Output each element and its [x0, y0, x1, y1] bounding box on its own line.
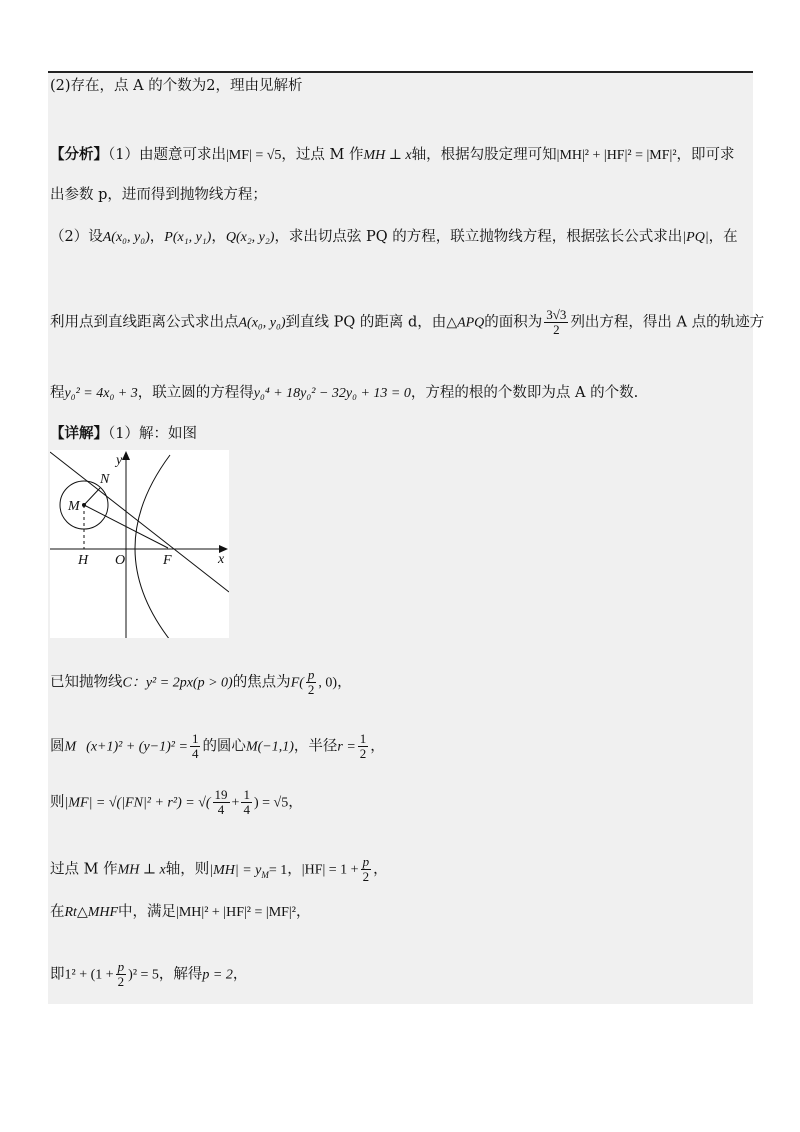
answer-2-line: (2)存在，点 A 的个数为2，理由见解析 [50, 78, 303, 94]
tangent-line-upper [50, 452, 229, 592]
analysis-line-2: 出参数 p，进而得到抛物线方程； [50, 187, 267, 203]
geometry-figure [50, 450, 229, 638]
label-n: N [100, 472, 110, 487]
detail-rt-line: 在Rt△MHF中，满足|MH|² + |HF|² = |MF|²， [50, 904, 311, 920]
y-axis-arrow [122, 451, 130, 460]
label-y: y [116, 453, 123, 468]
analysis-line-1: 【分析】（1）由题意可求出|MF| = √5，过点 M 作MH ⊥ x轴，根据勾股定理可知|MH|² + |HF|² = |MF|²，即可求 [50, 146, 735, 163]
label-x: x [218, 552, 225, 567]
segment-mn [84, 488, 100, 505]
analysis-line-5: 程y₀² = 4x₀ + 3，联立圆的方程得y₀⁴ + 18y₀² − 32y₀ + 13 = 0，方程的根的个数即为点 A 的个数. [50, 385, 639, 401]
detail-circle-line: 圆M (x+1)² + (y−1)² = $\frac{1}{4}$ 的圆心M(−1,1)，半径r = $\frac{1}{2}$ ， [50, 731, 385, 761]
label-o: O [115, 553, 126, 568]
label-f: F [163, 553, 172, 568]
analysis-line-3: （2）设A(x₀, y₀)，P(x₁, y₁)，Q(x₂, y₂)，求出切点弦 PQ 的方程，联立抛物线方程，根据弦长公式求出|PQ|，在 [50, 229, 738, 245]
detail-mf-line: 则|MF| = √(|FN|² + r²) = √( $\frac{19}{4}$ + $\frac{1}{4}$ ) = √5， [50, 787, 303, 817]
detail-equation-line: 即1² + (1 + $\frac{p}{2}$ )² = 5，解得p = 2， [50, 959, 248, 989]
analysis-line-4: 利用点到直线距离公式求出点A(x₀, y₀)到直线 PQ 的距离 d，由△APQ的面积为 $\frac{3√3}{2}$ 列出方程，得出 A 点的轨迹方 [50, 307, 765, 337]
label-m: M [68, 499, 80, 514]
detail-header: 【详解】（1）解：如图 [50, 425, 197, 442]
detail-mh-line: 过点 M 作MH ⊥ x轴，则$|MH| = y_M= 1$，|HF| = 1 + $\frac{p}{2}$ ， [50, 854, 388, 884]
detail-parabola-line: 已知抛物线C：y² = 2px(p > 0)的焦点为F( $\frac{p}{2}$ , 0)， [50, 667, 352, 697]
label-h: H [78, 553, 89, 568]
